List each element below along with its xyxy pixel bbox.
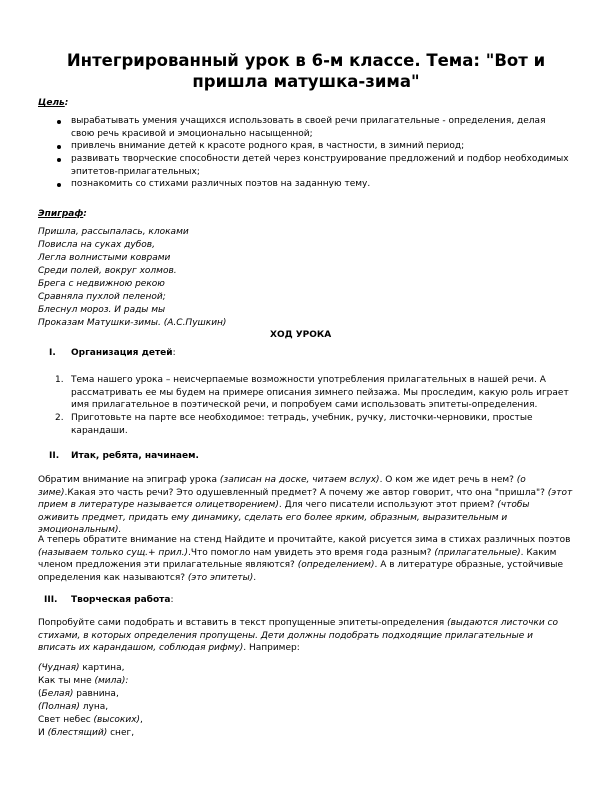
- bullet-icon: [57, 183, 61, 187]
- text-run: (мила):: [94, 676, 129, 686]
- text-run: (чтобы оживить предмет, придать ему динамику, сделать его более ярким, образным, выразительным и эмоциональным).: [38, 500, 530, 535]
- section-3-numeral: III.: [44, 595, 58, 605]
- text-run: (высоких): [93, 715, 141, 725]
- text-run: луна,: [79, 702, 109, 712]
- goal-colon: :: [64, 98, 69, 108]
- section-1-item: Приготовьте на парте все необходимое: тетрадь, учебник, ручку, листочки-черновики, простые карандаши.: [71, 413, 533, 436]
- text-run: равнина,: [73, 689, 119, 699]
- section-2-paragraph-2: [38, 534, 573, 584]
- section-1-heading: Организация детей: [71, 348, 173, 358]
- document-title: Интегрированный урок в 6-м классе. Тема: "Вот и пришла матушка-зима": [66, 51, 546, 91]
- epigraph-colon: :: [83, 209, 87, 219]
- section-3-paragraph: [38, 617, 573, 655]
- text-run: (записан на доске, читаем вслух): [219, 475, 380, 485]
- text-run: .Что помогло нам увидеть это время года разным?: [188, 547, 435, 558]
- epigraph-line: Повисла на суках дубов,: [38, 240, 155, 250]
- goal-label-line: [38, 97, 68, 110]
- text-run: .: [253, 572, 257, 583]
- text-run: (Чудная): [38, 663, 80, 673]
- section-1-colon: :: [172, 348, 176, 358]
- poem-line: [38, 675, 128, 688]
- poem-line: [38, 714, 143, 727]
- poem-line: [38, 662, 124, 675]
- epigraph-line: Блеснул мороз. И рады мы: [38, 305, 166, 315]
- text-run: (прилагательные): [434, 547, 521, 558]
- epigraph-label: Эпиграф: [38, 209, 84, 219]
- bullet-icon: [57, 120, 61, 124]
- text-run: ,: [140, 715, 143, 725]
- goal-label: Цель: [38, 98, 65, 108]
- text-run: (блестящий): [47, 728, 108, 738]
- section-3-heading-line: [71, 594, 174, 607]
- text-run: (определением): [297, 560, 375, 570]
- text-run: (называем только сущ.+ прил.): [38, 547, 189, 558]
- lesson-heading: ХОД УРОКА: [270, 330, 332, 340]
- text-run: Как ты мне: [38, 676, 95, 686]
- text-run: А теперь обратите внимание на стенд Найдите и прочитайте, какой рисуется зима в стихах различных поэтов: [38, 535, 571, 545]
- goal-item: развивать творческие способности детей через конструирование предложений и подбор необходимых эпитетов-прилагательных;: [71, 154, 569, 177]
- text-run: Попробуйте сами подобрать и вставить в текст пропущенные эпитеты-определения: [38, 618, 448, 628]
- text-run: (о зиме): [38, 475, 526, 498]
- list-number: 1.: [55, 375, 64, 385]
- poem-line: [38, 701, 108, 714]
- section-1-heading-line: [71, 347, 176, 360]
- section-1-item: Тема нашего урока – неисчерпаемые возможности употребления прилагательных в нашей речи. А рассматривать ее мы будем на примере описания зимнего пейзажа. Мы проследим, какую роль играет имя прилагательное в поэтической речи, и попробуем сами использовать эпитеты-определения.: [71, 375, 569, 410]
- text-run: . Для чего писатели используют этот прием?: [278, 500, 498, 510]
- section-3-colon: :: [170, 595, 174, 605]
- epigraph-line: Проказам Матушки-зимы. (А.С.Пушкин): [38, 318, 227, 328]
- poem-line: [38, 688, 119, 701]
- section-2-numeral: II.: [49, 451, 60, 461]
- text-run: снег,: [107, 728, 135, 738]
- goal-item: познакомить со стихами различных поэтов на заданную тему.: [71, 179, 371, 189]
- text-run: (этот прием в литературе называется олицетворением): [38, 487, 573, 510]
- epigraph-line: Сравняла пухлой пеленой;: [38, 292, 166, 302]
- goal-item: привлечь внимание детей к красоте родного края, в частности, в зимний период;: [71, 141, 465, 151]
- text-run: (: [38, 689, 42, 699]
- text-run: И: [38, 728, 48, 738]
- epigraph-line: Легла волнистыми коврами: [38, 253, 171, 263]
- text-run: . Каким членом предложения эти прилагательные являются?: [38, 547, 557, 570]
- text-run: . О ком же идет речь в нем?: [379, 475, 517, 485]
- text-run: Обратим внимание на эпиграф урока: [38, 475, 220, 485]
- bullet-icon: [57, 158, 61, 162]
- epigraph-line: Пришла, рассыпалась, клоками: [38, 227, 189, 237]
- poem-line: [38, 727, 134, 740]
- text-run: Свет небес: [38, 715, 94, 725]
- section-1-numeral: I.: [49, 348, 56, 358]
- bullet-icon: [57, 145, 61, 149]
- text-run: . А в литературе образные, устойчивые определения как называются?: [38, 560, 563, 583]
- epigraph-label-line: [38, 208, 87, 221]
- section-3-heading: Творческая работа: [71, 595, 171, 605]
- text-run: картина,: [79, 663, 125, 673]
- text-run: .Какая это часть речи? Это одушевленный предмет? А почему же автор говорит, что она "пришла"?: [64, 487, 548, 498]
- text-run: (это эпитеты): [187, 572, 254, 583]
- section-2-heading: Итак, ребята, начинаем.: [71, 451, 199, 461]
- section-2-paragraph-1: [38, 474, 573, 537]
- goal-item: вырабатывать умения учащихся использовать в своей речи прилагательные - определения, делая свою речь красивой и эмоционально насыщенной;: [71, 116, 546, 139]
- epigraph-line: Брега с недвижною рекою: [38, 279, 165, 289]
- text-run: Белая): [41, 689, 74, 699]
- text-run: (Полная): [38, 702, 80, 712]
- text-run: . Например:: [243, 643, 300, 653]
- text-run: (выдаются листочки со стихами, в которых определения пропущены. Дети должны подобрать подходящие прилагательные и вписать их карандашом, соблюдая рифму): [38, 618, 558, 653]
- list-number: 2.: [55, 413, 64, 423]
- epigraph-line: Среди полей, вокруг холмов.: [38, 266, 177, 276]
